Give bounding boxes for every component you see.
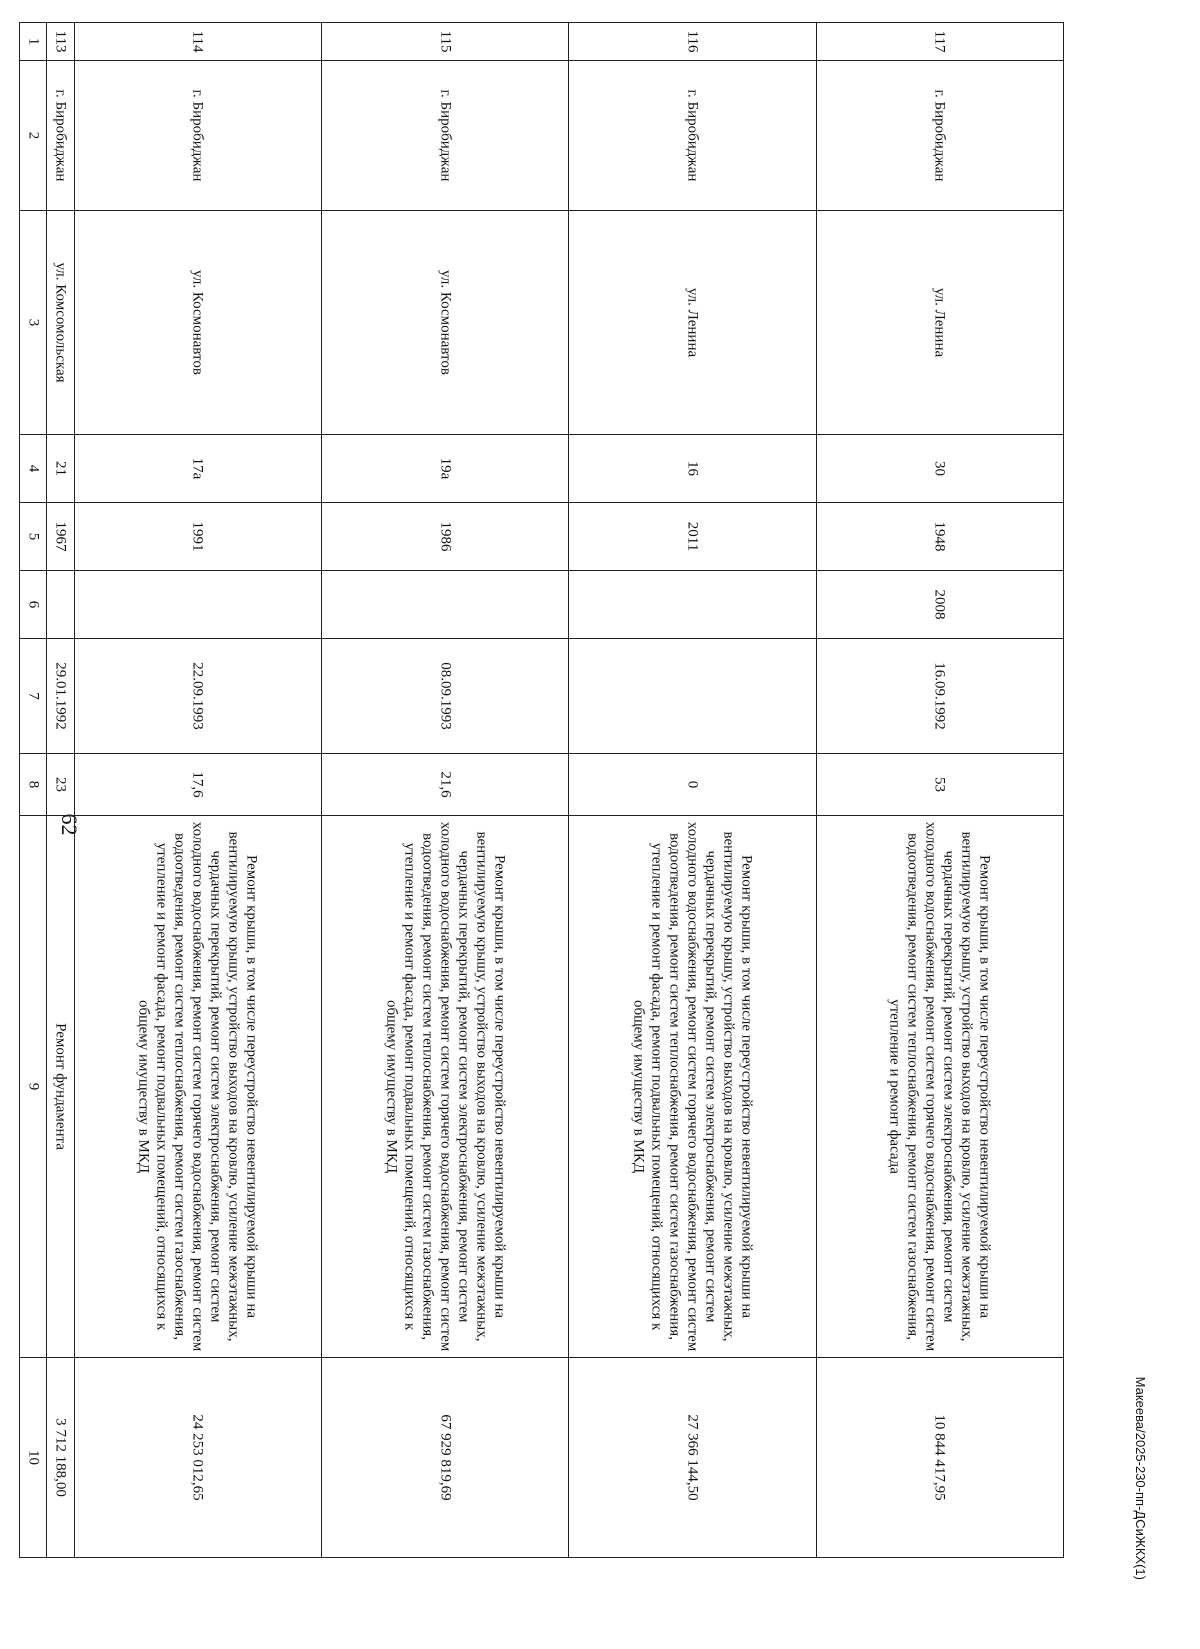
- work-description-cell: Ремонт фундамента: [47, 816, 74, 1358]
- street-cell: ул. Комсомольская: [47, 211, 74, 435]
- work-description-cell: Ремонт крыши, в том числе переустройство невентилируемой крыши на вентилируемую крышу, устройство выходов на кровлю, усиление межэтажных, чердачных перекрытий, ремонт систем электроснабжения, ремонт систем холодного водоснабжения, ремонт систем горячего водоснабжения, ремонт систем водоотведения, ремонт систем теплоснабжения, ремонт систем газоснабжения, утепление и ремонт фасада, ремонт подвальных помещений, относящихся к общему имуществу в МКД: [569, 816, 816, 1358]
- year-built-cell: 2011: [569, 503, 816, 571]
- value-cell: 0: [569, 754, 816, 816]
- column-header: 7: [20, 639, 47, 754]
- year-built-cell: 1967: [47, 503, 74, 571]
- street-cell: ул. Космонавтов: [322, 211, 569, 435]
- date-cell: [569, 639, 816, 754]
- work-description-cell: Ремонт крыши, в том числе переустройство невентилируемой крыши на вентилируемую крышу, устройство выходов на кровлю, усиление межэтажных, чердачных перекрытий, ремонт систем электроснабжения, ремонт систем холодного водоснабжения, ремонт систем горячего водоснабжения, ремонт систем водоотведения, ремонт систем теплоснабжения, ремонт систем газоснабжения, утепление и ремонт фасада: [816, 816, 1063, 1358]
- sum-cell: 27 366 144,50: [569, 1358, 816, 1558]
- work-description-cell: Ремонт крыши, в том числе переустройство невентилируемой крыши на вентилируемую крышу, устройство выходов на кровлю, усиление межэтажных, чердачных перекрытий, ремонт систем электроснабжения, ремонт систем холодного водоснабжения, ремонт систем горячего водоснабжения, ремонт систем водоотведения, ремонт систем теплоснабжения, ремонт систем газоснабжения, утепление и ремонт фасада, ремонт подвальных помещений, относящихся к общему имуществу в МКД: [74, 816, 321, 1358]
- value-cell: 23: [47, 754, 74, 816]
- column-header: 5: [20, 503, 47, 571]
- column-header: 10: [20, 1358, 47, 1558]
- value-cell: 21,6: [322, 754, 569, 816]
- house-cell: 16: [569, 435, 816, 503]
- city-cell: г. Биробиджан: [322, 61, 569, 211]
- row-number: 116: [569, 23, 816, 61]
- date-cell: 08.09.1993: [322, 639, 569, 754]
- city-cell: г. Биробиджан: [569, 61, 816, 211]
- table-row: [322, 23, 569, 1558]
- date-cell: 16.09.1992: [816, 639, 1063, 754]
- row-number: 113: [47, 23, 74, 61]
- row-number: 114: [74, 23, 321, 61]
- city-cell: г. Биробиджан: [47, 61, 74, 211]
- work-description-cell: Ремонт крыши, в том числе переустройство невентилируемой крыши на вентилируемую крышу, устройство выходов на кровлю, усиление межэтажных, чердачных перекрытий, ремонт систем электроснабжения, ремонт систем холодного водоснабжения, ремонт систем горячего водоснабжения, ремонт систем водоотведения, ремонт систем теплоснабжения, ремонт систем газоснабжения, утепление и ремонт фасада, ремонт подвальных помещений, относящихся к общему имуществу в МКД: [322, 816, 569, 1358]
- year-repair-cell: [322, 571, 569, 639]
- year-repair-cell: 2008: [816, 571, 1063, 639]
- street-cell: ул. Ленина: [816, 211, 1063, 435]
- year-repair-cell: [569, 571, 816, 639]
- table-row: [816, 23, 1063, 1558]
- house-cell: 19а: [322, 435, 569, 503]
- value-cell: 17,6: [74, 754, 321, 816]
- footer-document-code: Макеева/2025-230-пп-ДСиЖКХ(1): [1133, 1376, 1148, 1580]
- column-header: 9: [20, 816, 47, 1358]
- sum-cell: 3 712 188,00: [47, 1358, 74, 1558]
- year-built-cell: 1948: [816, 503, 1063, 571]
- column-number-row: [20, 23, 47, 1558]
- row-number: 117: [816, 23, 1063, 61]
- value-cell: 53: [816, 754, 1063, 816]
- column-header: 1: [20, 23, 47, 61]
- street-cell: ул. Космонавтов: [74, 211, 321, 435]
- sum-cell: 24 253 012,65: [74, 1358, 321, 1558]
- sum-cell: 67 929 819,69: [322, 1358, 569, 1558]
- year-built-cell: 1991: [74, 503, 321, 571]
- sum-cell: 10 844 417,95: [816, 1358, 1063, 1558]
- date-cell: 29.01.1992: [47, 639, 74, 754]
- year-built-cell: 1986: [322, 503, 569, 571]
- date-cell: 22.09.1993: [74, 639, 321, 754]
- column-header: 2: [20, 61, 47, 211]
- repair-program-table: [19, 22, 1064, 1558]
- table-row: [74, 23, 321, 1558]
- column-header: 3: [20, 211, 47, 435]
- column-header: 8: [20, 754, 47, 816]
- table-row: [569, 23, 816, 1558]
- house-cell: 17а: [74, 435, 321, 503]
- column-header: 6: [20, 571, 47, 639]
- house-cell: 30: [816, 435, 1063, 503]
- column-header: 4: [20, 435, 47, 503]
- page-number: 62: [57, 813, 82, 836]
- row-number: 115: [322, 23, 569, 61]
- year-repair-cell: [47, 571, 74, 639]
- table-row: [47, 23, 74, 1558]
- city-cell: г. Биробиджан: [74, 61, 321, 211]
- city-cell: г. Биробиджан: [816, 61, 1063, 211]
- house-cell: 21: [47, 435, 74, 503]
- street-cell: ул. Ленина: [569, 211, 816, 435]
- year-repair-cell: [74, 571, 321, 639]
